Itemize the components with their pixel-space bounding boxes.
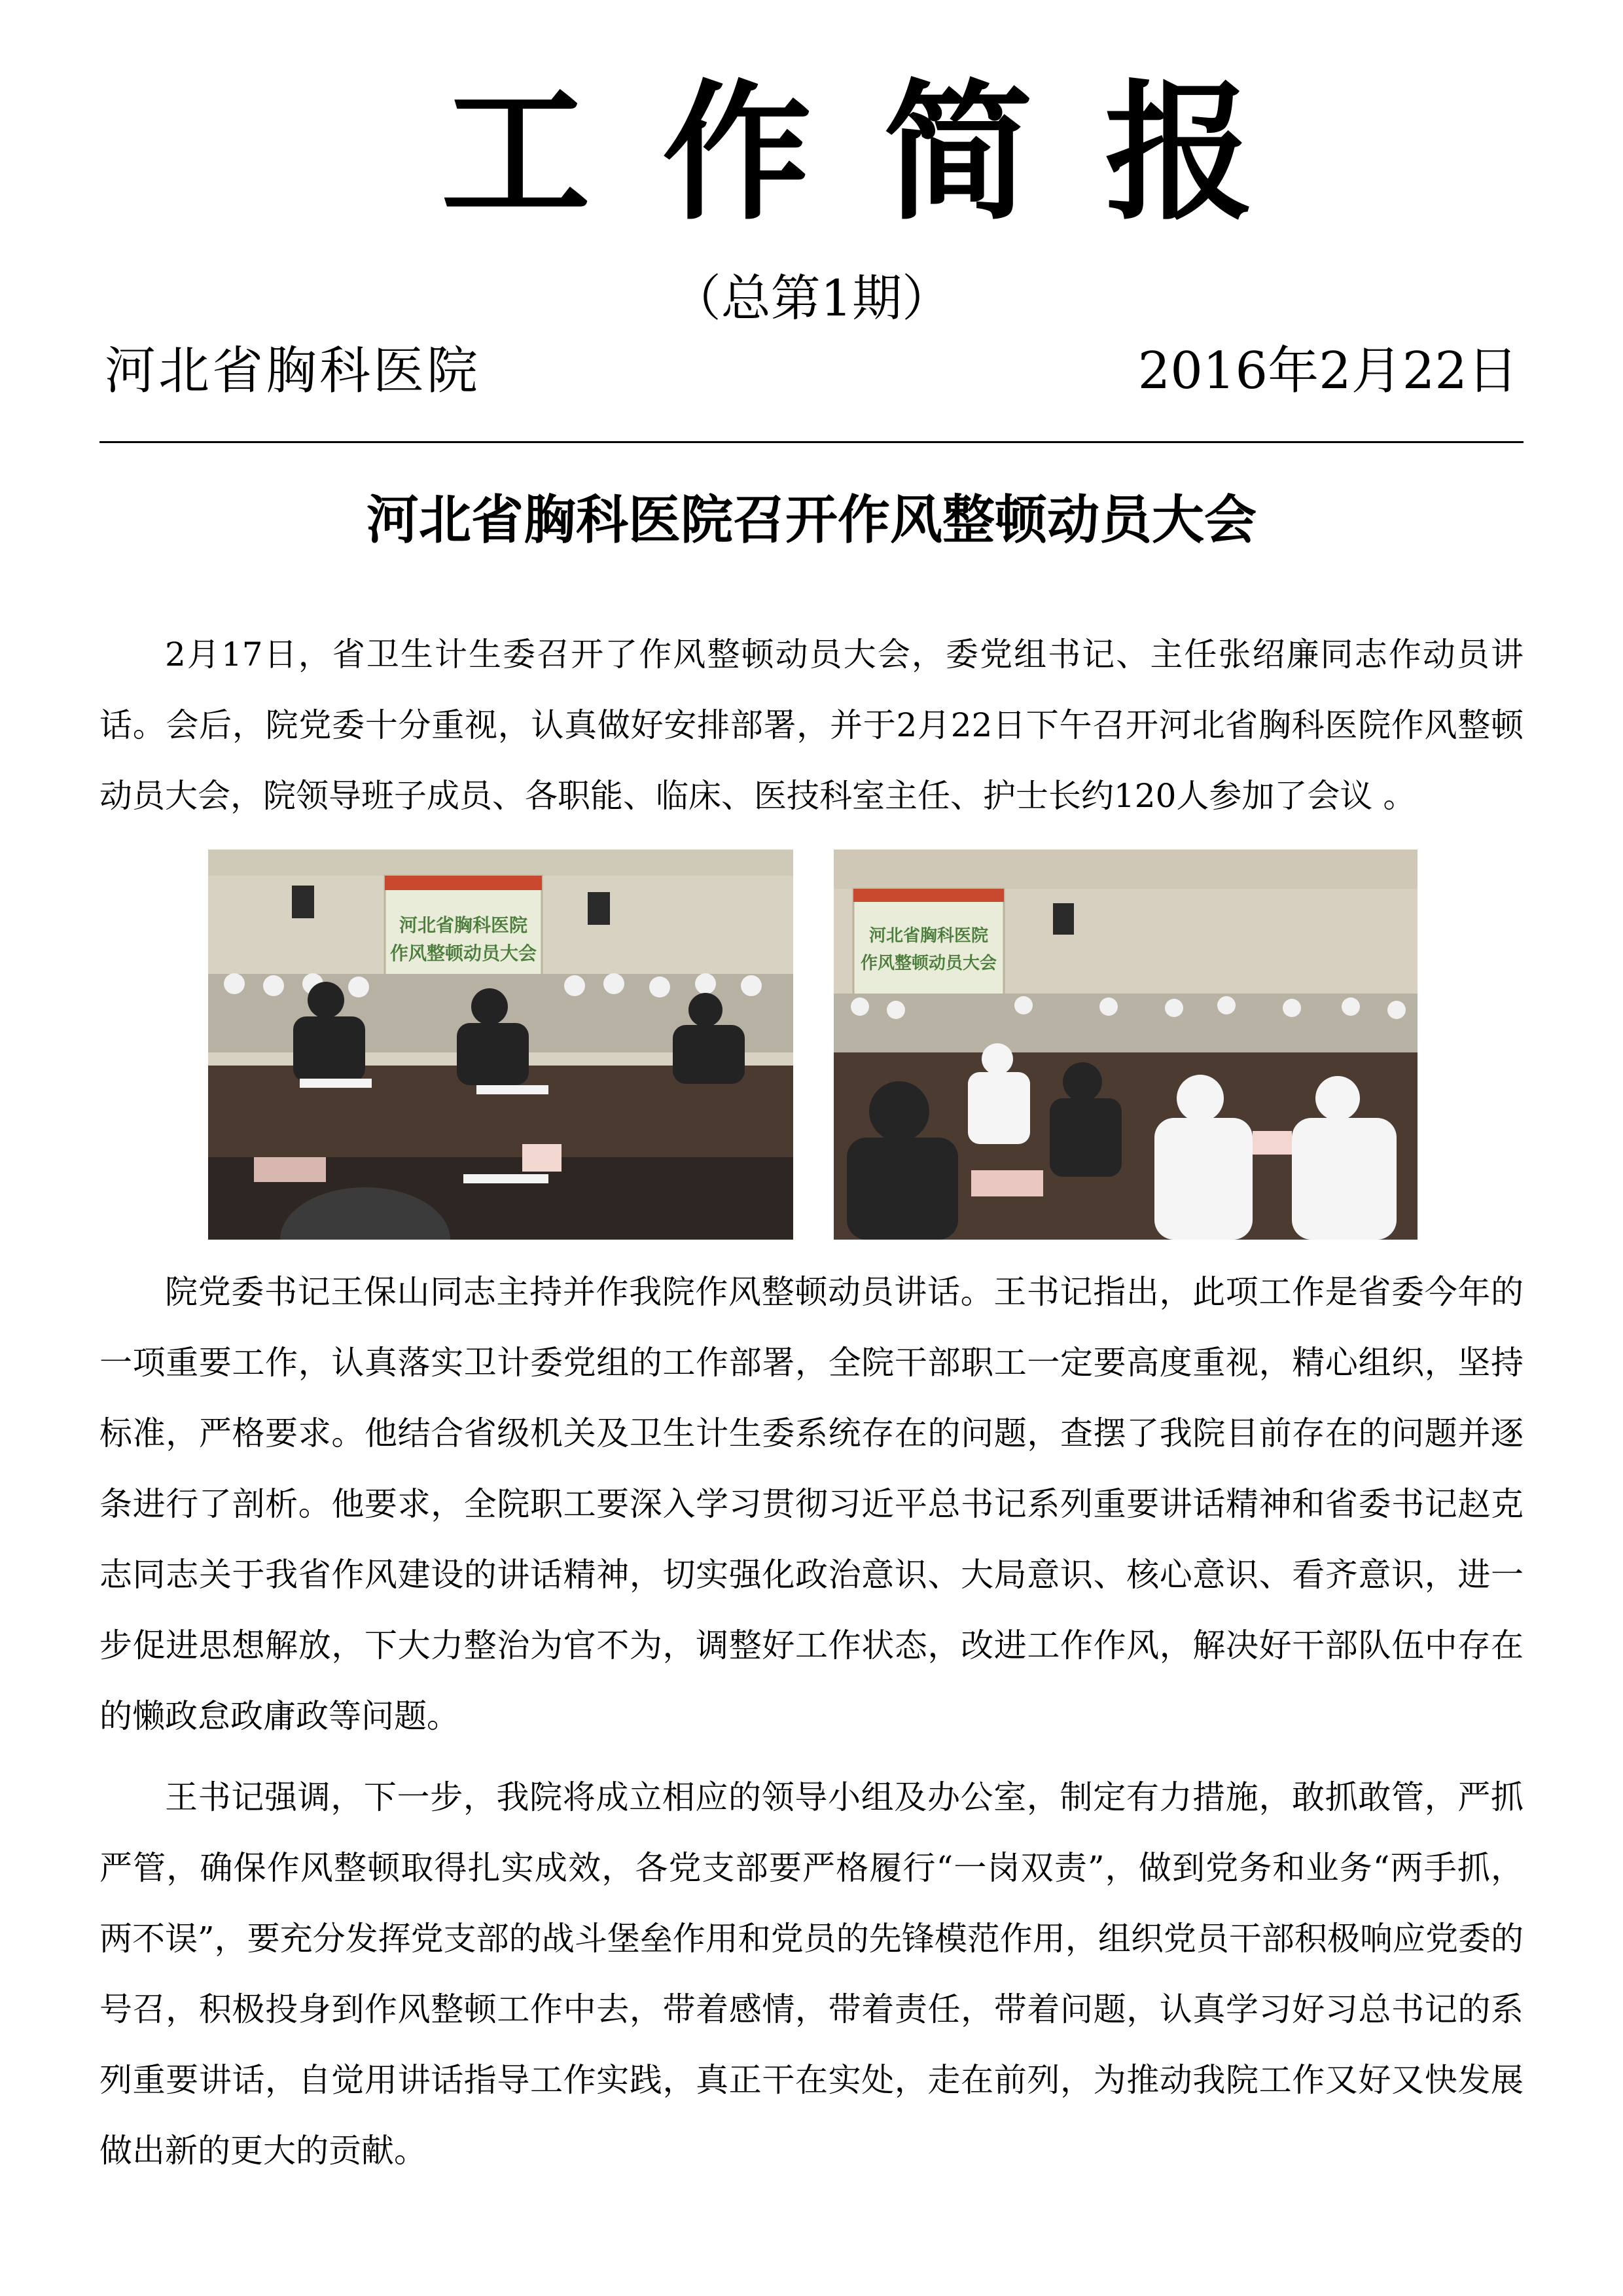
masthead-title: 工作简报 <box>441 66 1326 240</box>
article-paragraph: 院党委书记王保山同志主持并作我院作风整顿动员讲话。王书记指出，此项工作是省委今年的一项重要工作，认真落实卫计委党组的工作部署，全院干部职工一定要高度重视，精心组织，坚持标准，严格要求。他结合省级机关及卫生计生委系统存在的问题，查摆了我院目前存在的问题并逐条进行了剖析。他要求，全院职工要深入学习贯彻习近平总书记系列重要讲话精神和省委书记赵克志同志关于我省作风建设的讲话精神，切实强化政治意识、大局意识、核心意识、看齐意识，进一步促进思想解放，下大力整治为官不为，调整好工作状态，改进工作作风，解决好干部队伍中存在的懒政怠政庸政等问题。 <box>99 1273 1524 1735</box>
screen-text-line1-right: 河北省胸科医院 <box>868 926 989 946</box>
meeting-photo-right <box>834 850 1418 1240</box>
screen-text-line2-right: 作风整顿动员大会 <box>860 954 997 973</box>
article-headline: 河北省胸科医院召开作风整顿动员大会 <box>366 489 1257 550</box>
article-paragraph: 2月17日，省卫生计生委召开了作风整顿动员大会，委党组书记、主任张绍廉同志作动员讲话。会后，院党委十分重视，认真做好安排部署，并于2月22日下午召开河北省胸科医院作风整顿动员大会，院领导班子成员、各职能、临床、医技科室主任、护士长约120人参加了会议 。 <box>99 636 1524 815</box>
article-paragraph: 王书记强调，下一步，我院将成立相应的领导小组及办公室，制定有力措施，敢抓敢管，严抓严管，确保作风整顿取得扎实成效，各党支部要严格履行“一岗双责”，做到党务和业务“两手抓，两不误”，要充分发挥党支部的战斗堡垒作用和党员的先锋模范作用，组织党员干部积极响应党委的号召，积极投身到作风整顿工作中去，带着感情，带着责任，带着问题，认真学习好习总书记的系列重要讲话，自觉用讲话指导工作实践，真正干在实处，走在前列，为推动我院工作又好又快发展做出新的更大的贡献。 <box>99 1778 1524 2170</box>
header-divider <box>99 441 1524 443</box>
screen-text-line2: 作风整顿动员大会 <box>389 942 537 964</box>
publication-date: 2016年2月22日 <box>1137 342 1518 401</box>
meeting-photo-left <box>208 850 793 1240</box>
issue-number: （总第1期） <box>671 269 952 327</box>
organization-name: 河北省胸科医院 <box>105 342 481 401</box>
screen-text-line1: 河北省胸科医院 <box>399 914 528 936</box>
